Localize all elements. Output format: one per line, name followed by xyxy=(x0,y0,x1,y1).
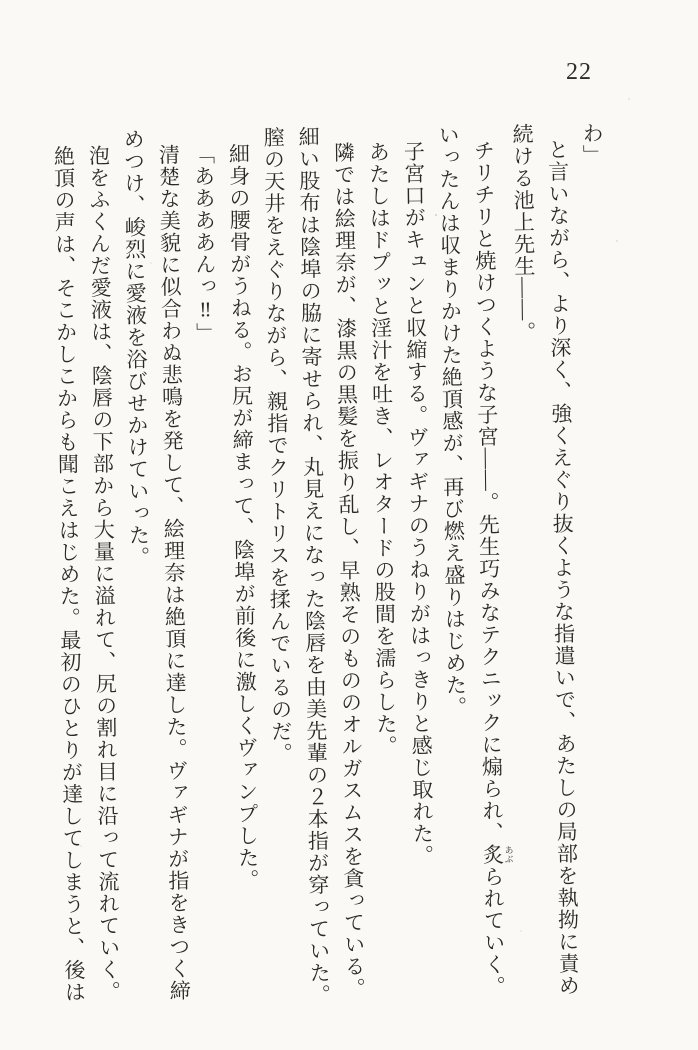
text-column: 続ける池上先生――。 xyxy=(510,122,537,344)
page-number: 22 xyxy=(566,59,592,85)
text-column: 膣の天井をえぐりながら、親指でクリトリスを揉んでいるのだ。 xyxy=(261,126,294,765)
text-column: 隣では絵理奈が、漆黒の黒髪を振り乱し、早熟そのもののオルガスムスを貪っている。 xyxy=(331,141,367,1000)
text-column: チリチリと焼けつくような子宮――。先生巧みなテクニックに煽られ、炙あぶられていく。 xyxy=(471,139,514,998)
text-column: めつけ、峻烈に愛液を浴びせかけていった。 xyxy=(121,128,151,569)
scan-speckles xyxy=(0,0,2,2)
text-block xyxy=(49,122,621,1039)
furigana-ruby: 炙あぶ xyxy=(480,843,514,866)
text-column: 清楚な美貌に似合わぬ悲鳴を発して、絵理奈は絶頂に達した。ヴァギナが指をきつく締 xyxy=(156,143,192,1002)
text-column: わ」 xyxy=(580,122,605,167)
text-column: 細い股布は陰埠の脇に寄せられ、丸見えになった陰唇を由美先輩の２本指が穿っていた。 xyxy=(296,125,332,1007)
text-column: 「ああああんっ‼」 xyxy=(191,143,218,345)
text-column: と言いながら、より深く、強くえぐり抜くような指遣いで、あたしの局部を執拗に責め xyxy=(545,138,581,997)
text-column: 泡をふくんだ愛液は、陰唇の下部から大量に溢れて、尻の割れ目に沿って流れていく。 xyxy=(86,144,122,1003)
text-column: いったんは収まりかけた絶頂感が、再び燃え盛りはじめた。 xyxy=(436,123,468,719)
text-column: 子宮口がキュンと収縮する。ヴァギナのうねりがはっきりと感じ取れた。 xyxy=(401,140,435,867)
text-column: あたしはドプッと淫汁を吐き、レオタードの股間を濡らした。 xyxy=(366,140,399,758)
text-column: 細身の腰骨がうねる。お尻が締まって、陰埠が前後に激しくヴァンプした。 xyxy=(226,142,261,891)
text-column: 絶頂の声は、そこかしこからも聞こえはじめた。最初のひとりが達してしまうと、後は xyxy=(51,144,87,1004)
